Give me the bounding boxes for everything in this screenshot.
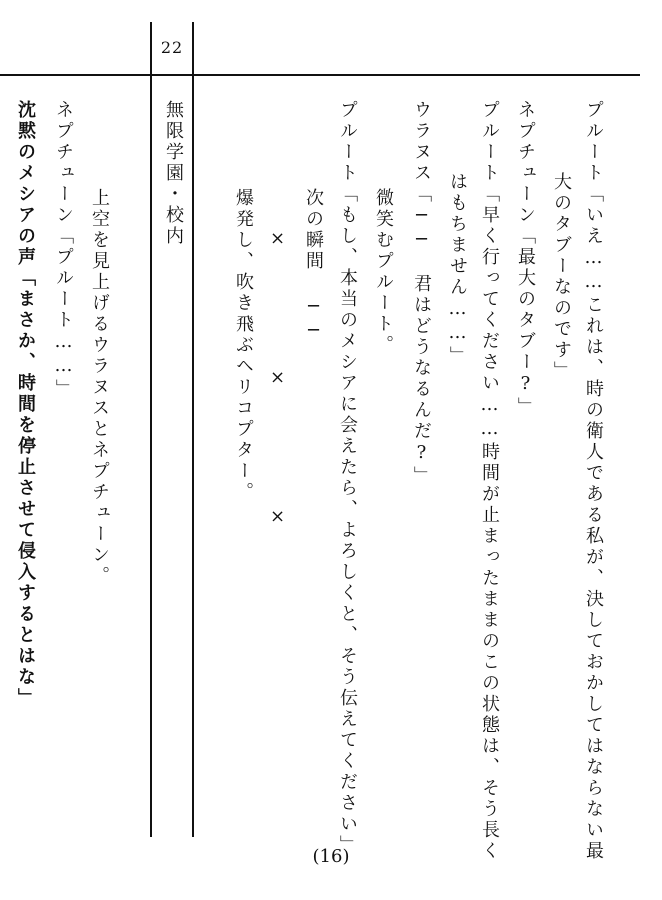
- script-line: 大のタブーなのです」: [551, 172, 572, 382]
- script-line: プルート「早く行ってください……時間が止まったままのこの状態は、そう長く: [479, 100, 500, 862]
- script-line: プルート「いえ……これは、時の衛人である私が、決しておかしてはならない最: [583, 100, 604, 862]
- scene-number: 22: [160, 38, 184, 57]
- page-number: (16): [312, 846, 350, 867]
- scene-title: 無限学園・校内: [163, 100, 184, 247]
- script-line: はもちません……」: [447, 172, 468, 367]
- script-line: ネプチューン「最大のタブー?」: [515, 100, 536, 418]
- scene-break-marks: × × ×: [267, 228, 288, 543]
- script-line: プルート「もし、本当のメシアに会えたら、よろしくと、そう伝えてください」: [337, 100, 358, 856]
- script-line: 沈黙のメシアの声「まさか、時間を停止させて侵入するとはな」: [15, 100, 36, 709]
- script-line: ウラヌス「── 君はどうなるんだ?」: [411, 100, 432, 487]
- script-line: ネプチューン「プルート……」: [53, 100, 74, 400]
- script-line: 次の瞬間 ──: [303, 188, 324, 344]
- header-rule: [0, 74, 640, 76]
- script-line: 微笑むプルート。: [373, 188, 394, 356]
- script-line: 上空を見上げるウラヌスとネプチューン。: [89, 188, 110, 587]
- script-line: 爆発し、吹き飛ぶヘリコプター。: [233, 188, 254, 503]
